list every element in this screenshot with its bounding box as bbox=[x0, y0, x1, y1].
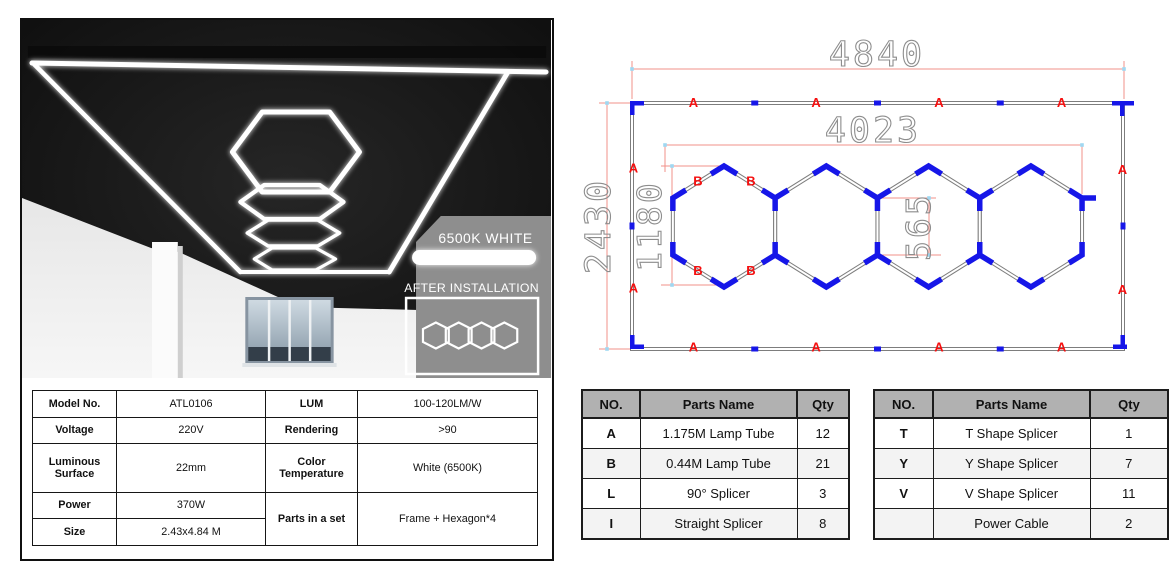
spec-value: 370W bbox=[117, 492, 266, 519]
spec-label: Size bbox=[33, 519, 117, 546]
dim-hex-row-width: 4023 bbox=[824, 111, 922, 151]
part-no: A bbox=[582, 418, 640, 449]
part-no: L bbox=[582, 479, 640, 509]
parts-row bbox=[874, 418, 1168, 449]
parts-header-row bbox=[874, 390, 1168, 418]
part-name: 1.175M Lamp Tube bbox=[640, 418, 797, 449]
part-qty: 21 bbox=[797, 449, 849, 479]
part-qty: 2 bbox=[1090, 509, 1168, 540]
svg-text:B: B bbox=[693, 173, 703, 189]
part-name: 0.44M Lamp Tube bbox=[640, 449, 797, 479]
part-name: T Shape Splicer bbox=[933, 418, 1090, 449]
after-installation-label: AFTER INSTALLATION bbox=[404, 280, 539, 296]
part-no: I bbox=[582, 509, 640, 540]
spec-value: White (6500K) bbox=[358, 444, 538, 492]
svg-text:B: B bbox=[746, 173, 756, 189]
svg-text:A: A bbox=[811, 339, 821, 355]
hexagon-outlines bbox=[673, 166, 1082, 287]
glow-bar bbox=[412, 250, 536, 265]
part-qty: 3 bbox=[797, 479, 849, 509]
spec-row bbox=[33, 444, 538, 492]
pillar bbox=[152, 242, 183, 378]
svg-text:A: A bbox=[811, 95, 821, 110]
spec-value: 100-120LM/W bbox=[358, 391, 538, 418]
parts-row bbox=[582, 509, 849, 540]
parts-row bbox=[874, 449, 1168, 479]
svg-text:A: A bbox=[628, 280, 639, 296]
svg-text:A: A bbox=[934, 339, 944, 355]
spec-label: Parts in a set bbox=[266, 492, 358, 545]
part-qty: 11 bbox=[1090, 479, 1168, 509]
spec-label: Rendering bbox=[266, 417, 358, 444]
spec-value: 22mm bbox=[117, 444, 266, 492]
parts-row bbox=[874, 509, 1168, 540]
col-header-qty: Qty bbox=[1090, 390, 1168, 418]
spec-label: LUM bbox=[266, 391, 358, 418]
parts-table-1 bbox=[581, 389, 850, 540]
spec-row bbox=[33, 492, 538, 519]
technical-drawing bbox=[570, 20, 1172, 385]
svg-text:B: B bbox=[693, 263, 703, 278]
spec-value: 2.43x4.84 M bbox=[117, 519, 266, 546]
info-overlay bbox=[404, 216, 551, 378]
part-qty: 8 bbox=[797, 509, 849, 540]
dim-frame-height: 2430 bbox=[579, 177, 619, 275]
part-name: 90° Splicer bbox=[640, 479, 797, 509]
dim-hex-height: 1180 bbox=[630, 180, 669, 272]
dim-hex-side: 565 bbox=[899, 192, 938, 261]
col-header-no: NO. bbox=[874, 390, 933, 418]
parts-row bbox=[582, 479, 849, 509]
spec-label: Power bbox=[33, 492, 117, 519]
part-no bbox=[874, 509, 933, 540]
dim-frame-width: 4840 bbox=[828, 35, 926, 75]
col-header-parts-name: Parts Name bbox=[933, 390, 1090, 418]
svg-text:A: A bbox=[934, 95, 944, 110]
svg-text:A: A bbox=[1056, 339, 1067, 355]
part-no: Y bbox=[874, 449, 933, 479]
part-name: Straight Splicer bbox=[640, 509, 797, 540]
part-qty: 1 bbox=[1090, 418, 1168, 449]
spec-value: >90 bbox=[358, 417, 538, 444]
spec-value: 220V bbox=[117, 417, 266, 444]
parts-header-row bbox=[582, 390, 849, 418]
part-no: T bbox=[874, 418, 933, 449]
v-and-y-splicers bbox=[673, 166, 1096, 287]
col-header-no: NO. bbox=[582, 390, 640, 418]
dimension-end-ticks bbox=[605, 67, 1126, 351]
spec-row bbox=[33, 391, 538, 418]
spec-label: Color Temperature bbox=[266, 444, 358, 492]
part-qty: 12 bbox=[797, 418, 849, 449]
col-header-qty: Qty bbox=[797, 390, 849, 418]
spec-label: Luminous Surface bbox=[33, 444, 117, 492]
col-header-parts-name: Parts Name bbox=[640, 390, 797, 418]
part-name: V Shape Splicer bbox=[933, 479, 1090, 509]
svg-text:B: B bbox=[746, 263, 756, 278]
parts-table-2 bbox=[873, 389, 1169, 540]
spec-row bbox=[33, 417, 538, 444]
ceiling-recess-band bbox=[28, 46, 546, 58]
installation-photo bbox=[22, 20, 551, 378]
spec-table bbox=[32, 390, 538, 546]
svg-text:A: A bbox=[628, 160, 639, 176]
svg-text:A: A bbox=[1117, 282, 1128, 297]
part-no: V bbox=[874, 479, 933, 509]
part-name: Power Cable bbox=[933, 509, 1090, 540]
svg-text:A: A bbox=[1056, 95, 1067, 110]
svg-text:A: A bbox=[688, 339, 699, 355]
color-temp-badge: 6500K WHITE bbox=[438, 229, 533, 247]
spec-value: ATL0106 bbox=[117, 391, 266, 418]
spec-label: Model No. bbox=[33, 391, 117, 418]
spec-value: Frame + Hexagon*4 bbox=[358, 492, 538, 545]
parts-row bbox=[874, 479, 1168, 509]
part-no: B bbox=[582, 449, 640, 479]
svg-text:A: A bbox=[1117, 162, 1128, 177]
window bbox=[242, 297, 336, 367]
part-qty: 7 bbox=[1090, 449, 1168, 479]
spec-label: Voltage bbox=[33, 417, 117, 444]
svg-text:A: A bbox=[688, 95, 699, 110]
parts-row bbox=[582, 449, 849, 479]
parts-row bbox=[582, 418, 849, 449]
part-name: Y Shape Splicer bbox=[933, 449, 1090, 479]
product-photo-panel bbox=[20, 18, 554, 561]
